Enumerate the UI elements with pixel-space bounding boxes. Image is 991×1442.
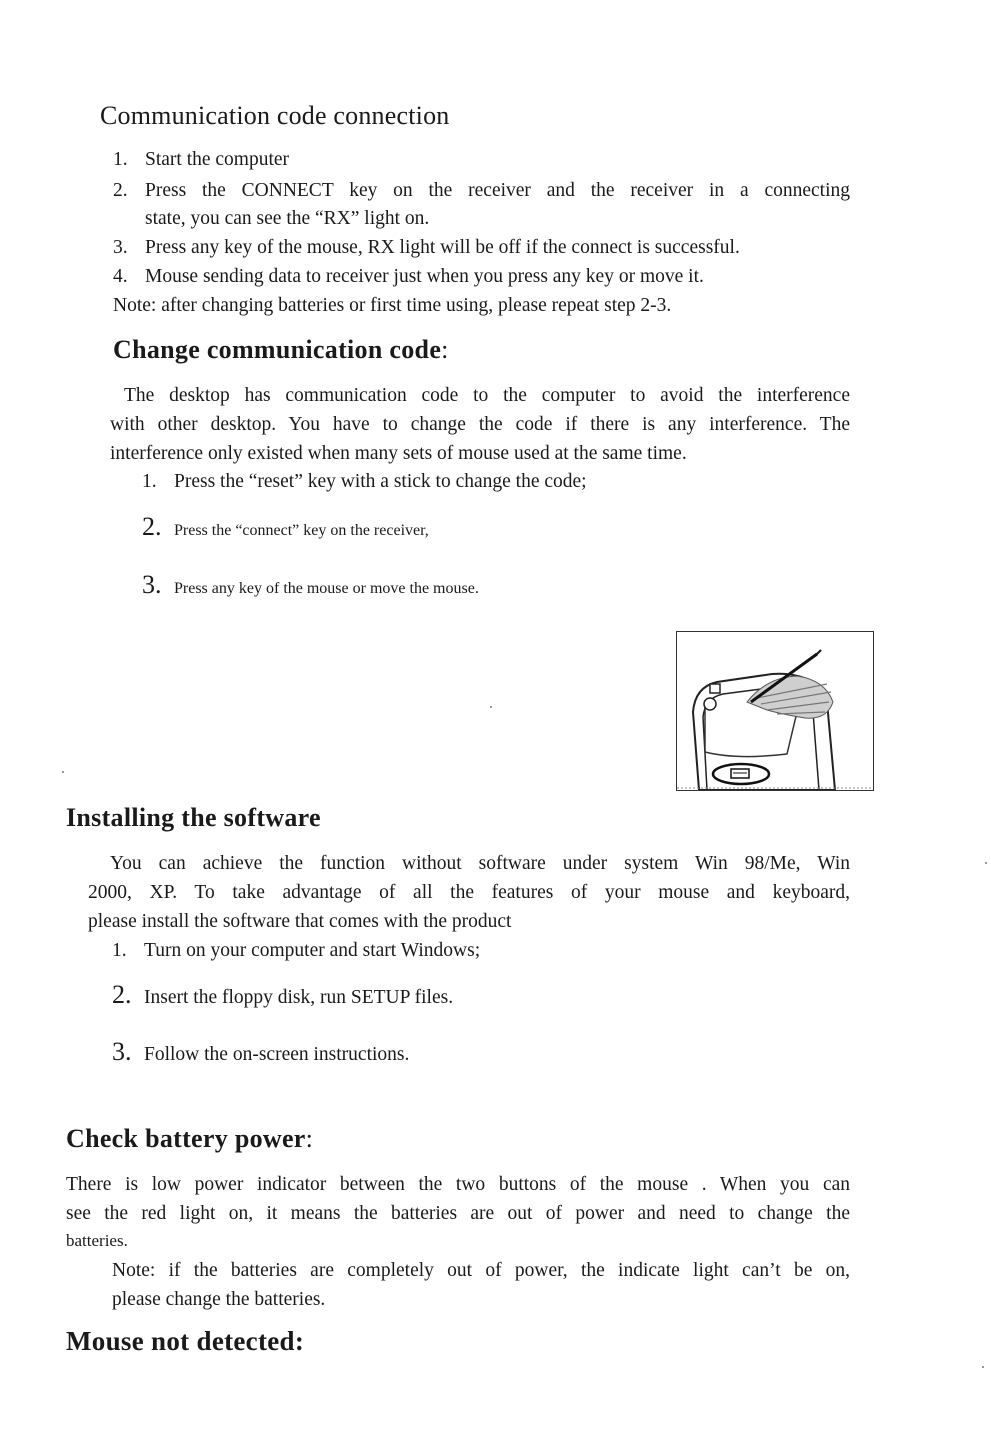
mouse-reset-figure: [676, 631, 874, 791]
list-item: 1. Start the computer: [113, 149, 290, 170]
paragraph-line: 2000, XP. To take advantage of all the features of your mouse and keyboard,: [88, 882, 850, 903]
section-title-installing-the-software: Installing the software: [66, 803, 321, 832]
note-line: Note: if the batteries are completely out of power, the indicate light can’t be on,: [112, 1260, 850, 1281]
paragraph-line: please install the software that comes with the product: [88, 911, 512, 932]
scan-speck: [982, 1366, 984, 1368]
scan-speck: [490, 706, 492, 708]
note-line: please change the batteries.: [112, 1289, 326, 1310]
section-title-check-battery-power: Check battery power:: [66, 1124, 314, 1153]
paragraph-line: see the red light on, it means the batteries are out of power and need to change the: [66, 1203, 850, 1224]
list-item: 2. Press the CONNECT key on the receiver and the receiver in a connecting: [113, 180, 850, 201]
note-text: Note: after changing batteries or first time using, please repeat step 2-3.: [113, 295, 672, 316]
list-item: 1. Press the “reset” key with a stick to change the code;: [142, 471, 587, 492]
list-item: 3. Follow the on-screen instructions.: [112, 1037, 410, 1066]
paragraph-line: You can achieve the function without software under system Win 98/Me, Win: [110, 853, 850, 874]
list-item: 4. Mouse sending data to receiver just when you press any key or move it.: [113, 266, 704, 287]
paragraph-line: batteries.: [66, 1231, 128, 1250]
paragraph-line: There is low power indicator between the two buttons of the mouse . When you can: [66, 1174, 850, 1195]
mouse-reset-illustration-icon: [677, 632, 873, 790]
section-title-communication-code-connection: Communication code connection: [100, 101, 450, 130]
scan-speck: [62, 771, 64, 773]
list-item: 2. Press the “connect” key on the receiver,: [142, 512, 429, 541]
list-item: 2. Insert the floppy disk, run SETUP files.: [112, 980, 454, 1009]
section-title-mouse-not-detected: Mouse not detected:: [66, 1326, 305, 1356]
paragraph-line: The desktop has communication code to the computer to avoid the interference: [124, 385, 850, 406]
list-item-continuation: state, you can see the “RX” light on.: [145, 208, 430, 229]
list-item: 3. Press any key of the mouse, RX light will be off if the connect is successful.: [113, 237, 740, 258]
paragraph-line: with other desktop. You have to change the code if there is any interference. The: [110, 414, 850, 435]
section-title-change-communication-code: Change communication code:: [113, 335, 449, 364]
list-item: 3. Press any key of the mouse or move the mouse.: [142, 570, 479, 599]
paragraph-line: interference only existed when many sets of mouse used at the same time.: [110, 443, 687, 464]
scan-speck: [985, 862, 987, 864]
list-item: 1. Turn on your computer and start Windows;: [112, 940, 481, 961]
